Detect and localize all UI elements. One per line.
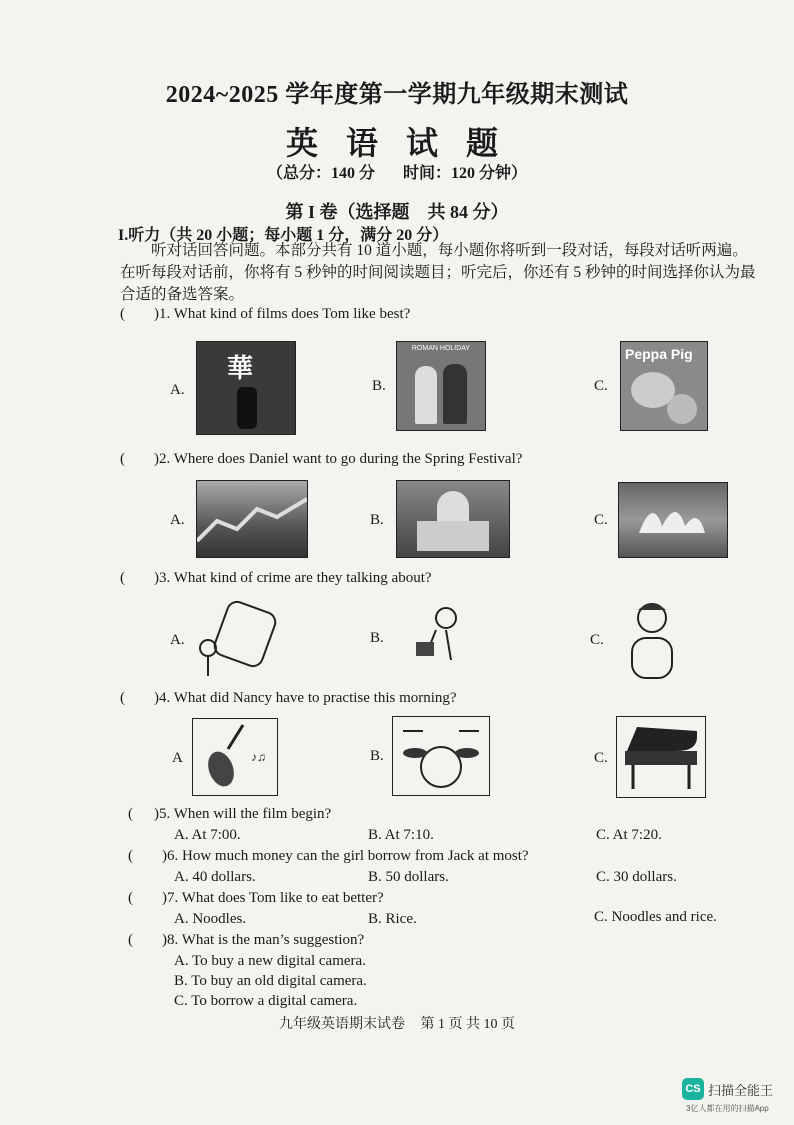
answer-paren[interactable]: ( [120, 690, 125, 706]
camscanner-watermark [682, 1078, 792, 1118]
question-2: ( )2. Where does Daniel want to go during the Spring Festival? [120, 451, 523, 467]
violin-image [192, 718, 278, 796]
q5-option-c[interactable]: C. At 7:20. [596, 827, 662, 843]
answer-paren[interactable]: ( [120, 570, 125, 586]
svg-text:♪♫: ♪♫ [251, 750, 266, 764]
robbery-image [396, 600, 476, 670]
q8-option-c[interactable]: C. To borrow a digital camera. [174, 993, 358, 1009]
q2-option-b-label[interactable]: B. [370, 512, 384, 528]
question-6: ( )6. How much money can the girl borrow from Jack at most? [128, 848, 529, 864]
question-3: ( )3. What kind of crime are they talking about? [120, 570, 432, 586]
total-score: （总分：140 分 [266, 165, 375, 182]
drum-set-image [392, 716, 490, 796]
film-poster-roman-holiday-image: ROMAN HOLIDAY [396, 341, 486, 431]
camscanner-logo-icon: CS [682, 1078, 704, 1100]
cartoon-peppa-pig-image: Peppa Pig [620, 341, 708, 431]
q2-option-a-label[interactable]: A. [170, 512, 185, 528]
q1-option-b-label[interactable]: B. [372, 378, 386, 394]
time-limit: 时间：120 分钟） [403, 165, 528, 182]
q7-option-b[interactable]: B. Rice. [368, 911, 417, 927]
car-accident-image [190, 598, 280, 682]
film-poster-kung-fu-image: 華 [196, 341, 296, 435]
exam-title: 2024~2025 学年度第一学期九年级期末测试 [165, 82, 629, 108]
camscanner-tagline: 3亿人都在用的扫描App [686, 1104, 769, 1113]
question-5: ( )5. When will the film begin? [128, 806, 332, 822]
q3-option-b-label[interactable]: B. [370, 630, 384, 646]
q6-option-b[interactable]: B. 50 dollars. [368, 869, 449, 885]
sydney-opera-house-image [618, 482, 728, 558]
capitol-building-image [396, 480, 510, 558]
piano-image [616, 716, 706, 798]
crying-boy-image [622, 598, 682, 684]
question-4: ( )4. What did Nancy have to practise this morning? [120, 690, 457, 706]
q4-option-a-label[interactable]: A [172, 750, 183, 766]
subject-title: 英 语 试 题 [285, 125, 508, 161]
q8-option-a[interactable]: A. To buy a new digital camera. [174, 953, 366, 969]
answer-paren[interactable]: ( [128, 890, 133, 906]
q7-option-a[interactable]: A. Noodles. [174, 911, 247, 927]
great-wall-image [196, 480, 308, 558]
q1-option-c-label[interactable]: C. [594, 378, 608, 394]
q5-option-b[interactable]: B. At 7:10. [368, 827, 434, 843]
exam-meta [0, 160, 794, 183]
q2-option-c-label[interactable]: C. [594, 512, 608, 528]
question-1: ( )1. What kind of films does Tom like best? [120, 306, 411, 322]
section-heading: I.听力（共 20 小题；每小题 1 分，满分 20 分） [118, 227, 449, 244]
answer-paren[interactable]: ( [120, 306, 125, 322]
q4-option-b-label[interactable]: B. [370, 748, 384, 764]
q1-option-a-label[interactable]: A. [170, 382, 185, 398]
question-8: ( )8. What is the man’s suggestion? [128, 932, 365, 948]
answer-paren[interactable]: ( [128, 806, 133, 822]
answer-paren[interactable]: ( [128, 848, 133, 864]
part-heading: 第 I 卷（选择题 共 84 分） [285, 202, 509, 222]
question-7: ( )7. What does Tom like to eat better? [128, 890, 384, 906]
q3-option-a-label[interactable]: A. [170, 632, 185, 648]
camscanner-name: 扫描全能王 [708, 1083, 774, 1098]
q6-option-a[interactable]: A. 40 dollars. [174, 869, 256, 885]
q5-option-a[interactable]: A. At 7:00. [174, 827, 241, 843]
answer-paren[interactable]: ( [120, 451, 125, 467]
q8-option-b[interactable]: B. To buy an old digital camera. [174, 973, 367, 989]
answer-paren[interactable]: ( [128, 932, 133, 948]
footer-page: 第 1 页 共 10 页 [420, 1017, 515, 1032]
footer-paper: 九年级英语期末试卷 [279, 1017, 405, 1032]
q7-option-c[interactable]: C. Noodles and rice. [594, 909, 717, 925]
q4-option-c-label[interactable]: C. [594, 750, 608, 766]
instructions: 听对话回答问题。本部分共有 10 道小题，每小题你将听到一段对话，每段对话听两遍。在听每段对话前，你将有 5 秒钟的时间阅读题目；听完后，你还有 5 秒钟的时间选择你认为最合适的备选答案。 [120, 242, 756, 303]
q3-option-c-label[interactable]: C. [590, 632, 604, 648]
page-footer [0, 1013, 794, 1033]
q6-option-c[interactable]: C. 30 dollars. [596, 869, 677, 885]
